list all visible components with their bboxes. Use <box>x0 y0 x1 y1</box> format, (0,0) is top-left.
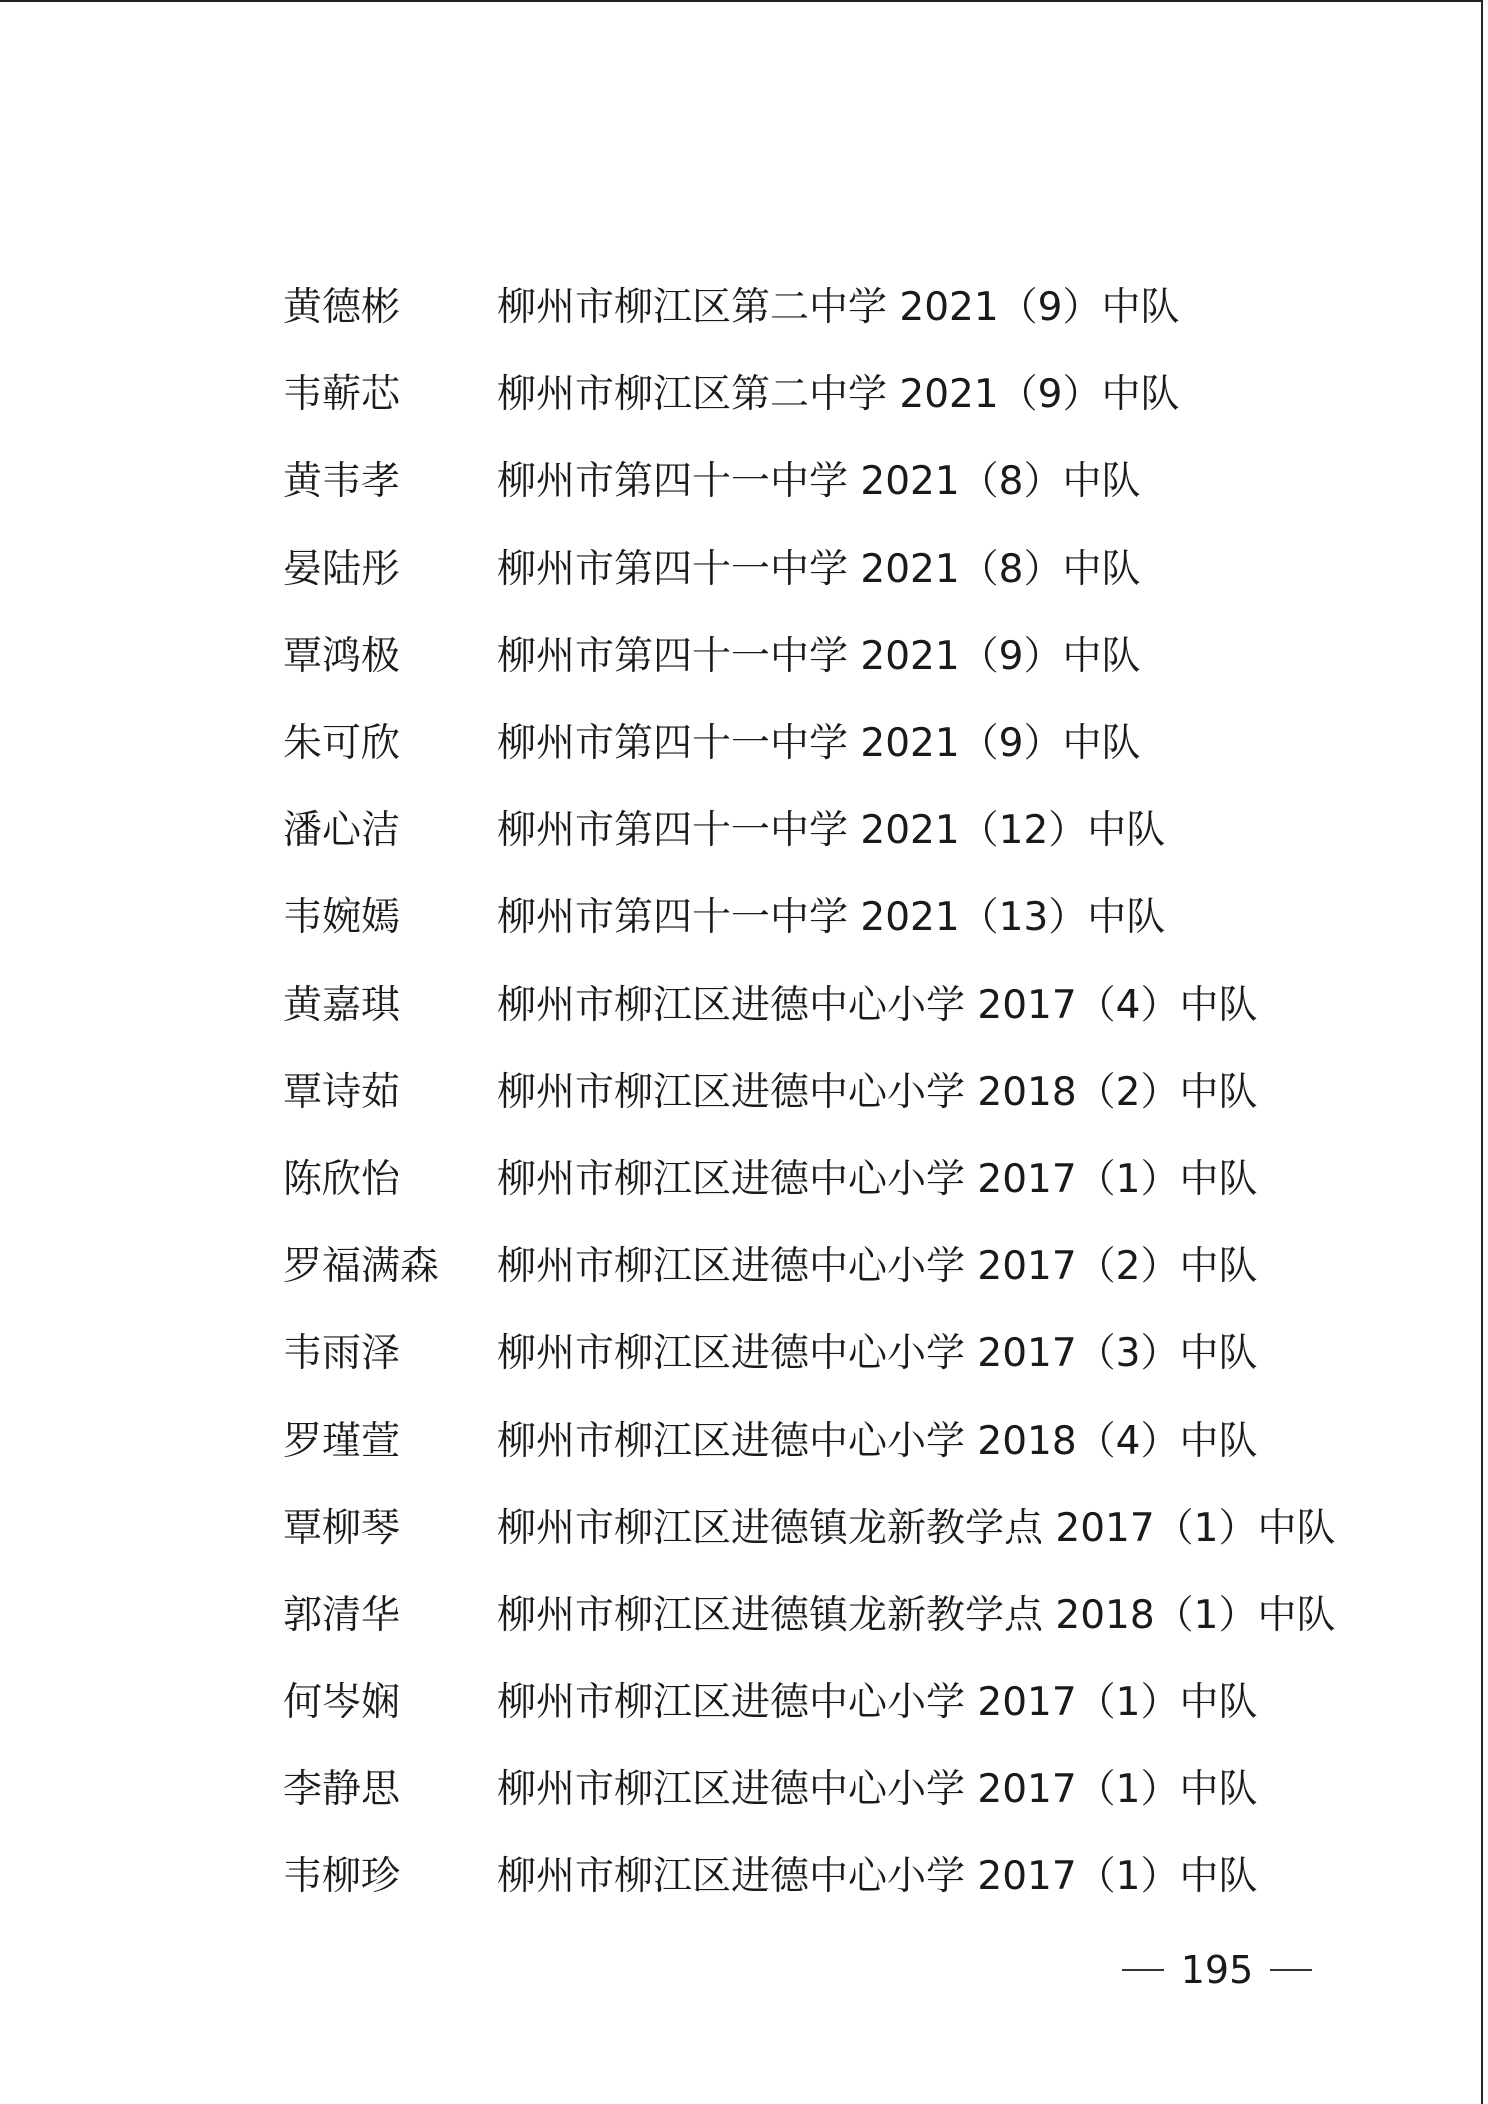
roster-entry <box>283 1659 1403 1746</box>
roster-entry <box>283 1049 1403 1136</box>
squad-unit: 柳州市柳江区进德镇龙新教学点 2017（1）中队 <box>497 1505 1336 1551</box>
squad-unit: 柳州市柳江区进德中心小学 2018（4）中队 <box>497 1418 1258 1464</box>
student-name: 韦柳珍 <box>283 1854 401 1900</box>
roster-entry <box>283 700 1403 787</box>
student-name: 韦雨泽 <box>283 1331 401 1377</box>
squad-unit: 柳州市柳江区进德中心小学 2017（1）中队 <box>497 1680 1258 1726</box>
roster-entry <box>283 1833 1403 1920</box>
page-footer <box>1122 1948 1312 1992</box>
squad-unit: 柳州市柳江区进德镇龙新教学点 2018（1）中队 <box>497 1592 1336 1638</box>
roster-entry <box>283 1136 1403 1223</box>
student-name: 罗瑾萱 <box>283 1418 401 1464</box>
squad-unit: 柳州市柳江区进德中心小学 2017（2）中队 <box>497 1244 1258 1290</box>
student-name: 黄嘉琪 <box>283 982 401 1028</box>
squad-unit: 柳州市第四十一中学 2021（8）中队 <box>497 459 1141 505</box>
roster-entry <box>283 1223 1403 1310</box>
page-number: 195 <box>1180 1948 1254 1992</box>
roster-entry <box>283 264 1403 351</box>
student-name: 覃鸿极 <box>283 633 401 679</box>
student-name: 覃诗茹 <box>283 1069 401 1115</box>
roster-entry <box>283 351 1403 438</box>
squad-unit: 柳州市柳江区进德中心小学 2017（1）中队 <box>497 1767 1258 1813</box>
student-name: 晏陆彤 <box>283 546 401 592</box>
student-name: 何岑娴 <box>283 1680 401 1726</box>
student-name: 罗福满森 <box>283 1244 440 1290</box>
squad-unit: 柳州市第四十一中学 2021（12）中队 <box>497 808 1166 854</box>
footer-dash-right <box>1270 1969 1312 1971</box>
footer-dash-left <box>1122 1969 1164 1971</box>
student-name: 黄韦孝 <box>283 459 401 505</box>
squad-unit: 柳州市柳江区进德中心小学 2017（4）中队 <box>497 982 1258 1028</box>
squad-unit: 柳州市柳江区进德中心小学 2018（2）中队 <box>497 1069 1258 1115</box>
squad-unit: 柳州市柳江区第二中学 2021（9）中队 <box>497 285 1180 331</box>
student-name: 覃柳琴 <box>283 1505 401 1551</box>
roster-entry <box>283 526 1403 613</box>
student-name: 黄德彬 <box>283 285 401 331</box>
squad-unit: 柳州市柳江区第二中学 2021（9）中队 <box>497 372 1180 418</box>
student-name: 韦蕲芯 <box>283 372 401 418</box>
roster-entry <box>283 613 1403 700</box>
roster-entry <box>283 1310 1403 1397</box>
roster-entry <box>283 874 1403 961</box>
roster-entry <box>283 962 1403 1049</box>
student-name: 潘心洁 <box>283 808 401 854</box>
roster-list <box>283 264 1403 1921</box>
student-name: 朱可欣 <box>283 721 401 767</box>
squad-unit: 柳州市柳江区进德中心小学 2017（1）中队 <box>497 1156 1258 1202</box>
squad-unit: 柳州市柳江区进德中心小学 2017（1）中队 <box>497 1854 1258 1900</box>
student-name: 韦婉嫣 <box>283 895 401 941</box>
student-name: 郭清华 <box>283 1592 401 1638</box>
student-name: 李静思 <box>283 1767 401 1813</box>
squad-unit: 柳州市第四十一中学 2021（13）中队 <box>497 895 1166 941</box>
squad-unit: 柳州市柳江区进德中心小学 2017（3）中队 <box>497 1331 1258 1377</box>
student-name: 陈欣怡 <box>283 1156 401 1202</box>
roster-entry <box>283 1397 1403 1484</box>
roster-entry <box>283 787 1403 874</box>
roster-entry <box>283 1485 1403 1572</box>
squad-unit: 柳州市第四十一中学 2021（9）中队 <box>497 633 1141 679</box>
roster-entry <box>283 1746 1403 1833</box>
roster-entry <box>283 438 1403 525</box>
squad-unit: 柳州市第四十一中学 2021（8）中队 <box>497 546 1141 592</box>
squad-unit: 柳州市第四十一中学 2021（9）中队 <box>497 721 1141 767</box>
roster-entry <box>283 1572 1403 1659</box>
